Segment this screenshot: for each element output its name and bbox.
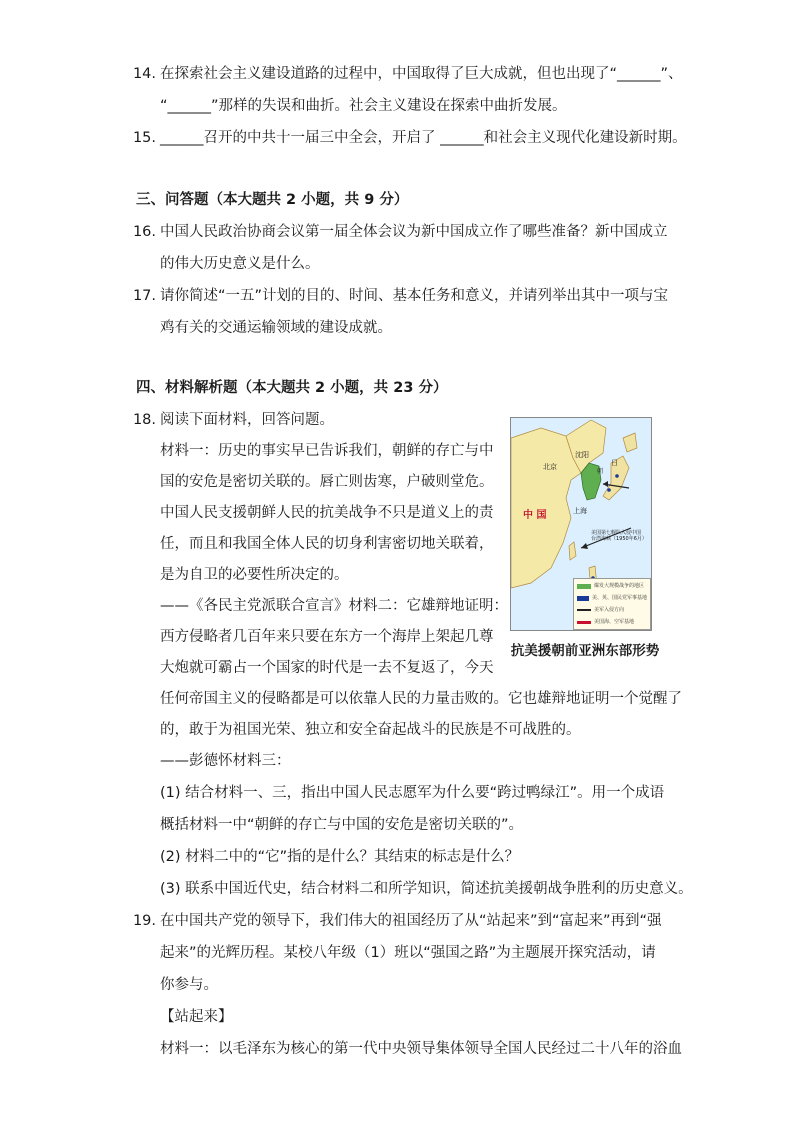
material-text: 是为自卫的必要性所决定的。 bbox=[160, 567, 349, 583]
legend-label: 美、英、国民党军事基地 bbox=[591, 595, 647, 601]
sub-question: (2) 材料二中的“它”指的是什么？其结束的标志是什么？ bbox=[160, 849, 520, 865]
question-number: 18. bbox=[132, 412, 156, 428]
map-label-japan: 日 bbox=[611, 459, 618, 467]
east-asia-map bbox=[510, 417, 652, 631]
question-number: 14. bbox=[132, 66, 156, 82]
question-number: 15. bbox=[132, 130, 156, 146]
question-text: 你参与。 bbox=[160, 977, 218, 993]
question-number: 16. bbox=[132, 224, 156, 240]
legend-label: 美军入侵方向 bbox=[594, 607, 625, 613]
material-text: 的，敢于为祖国光荣、独立和安全奋起战斗的民族是不可战胜的。 bbox=[160, 722, 581, 738]
legend-row bbox=[577, 605, 647, 615]
question-text: 在探索社会主义建设道路的过程中，中国取得了巨大成就，但也出现了“______”、 bbox=[160, 66, 683, 82]
sub-heading: 【站起来】 bbox=[160, 1009, 233, 1025]
material-text: 材料一：以毛泽东为核心的第一代中央领导集体领导全国人民经过二十八年的浴血 bbox=[160, 1041, 682, 1057]
question-text: 鸡有关的交通运输领域的建设成就。 bbox=[160, 320, 392, 336]
material-text: ——《各民主党派联合宣言》材料二：它雄辩地证明： bbox=[160, 598, 508, 614]
map-label-korea: 朝 bbox=[597, 468, 604, 475]
material-text: 材料一：历史的事实早已告诉我们，朝鲜的存亡与中 bbox=[160, 443, 494, 459]
legend-row bbox=[577, 617, 647, 627]
question-text: 在中国共产党的领导下，我们伟大的祖国经历了从“站起来”到“富起来”再到“强 bbox=[160, 913, 662, 929]
question-text: 中国人民政治协商会议第一届全体会议为新中国成立作了哪些准备？新中国成立 bbox=[160, 224, 668, 240]
material-text: 国的安危是密切关联的。唇亡则齿寒，户破则堂危。 bbox=[160, 474, 494, 490]
sub-question: (3) 联系中国近代史，结合材料二和所学知识，简述抗美援朝战争胜利的历史意义。 bbox=[160, 881, 693, 897]
question-number: 17. bbox=[132, 288, 156, 304]
sub-question: 概括材料一中“朝鲜的存亡与中国的安危是密切关联的”。 bbox=[160, 817, 524, 833]
map-label-beijing: 北京 bbox=[543, 463, 557, 471]
question-text: “______”那样的失误和曲折。社会主义建设在探索中曲折发展。 bbox=[160, 98, 567, 114]
question-text: 阅读下面材料，回答问题。 bbox=[160, 412, 334, 428]
material-text: 西方侵略者几百年来只要在东方一个海岸上架起几尊 bbox=[160, 629, 494, 645]
material-text: 中国人民支援朝鲜人民的抗美战争不只是道义上的责 bbox=[160, 505, 494, 521]
map-legend bbox=[573, 578, 651, 630]
legend-label: 美国海、空军基地 bbox=[594, 619, 635, 625]
material-text: ——彭德怀材料三： bbox=[160, 753, 291, 769]
question-text: 起来”的光辉历程。某校八年级（1）班以“强国之路”为主题展开探究活动，请 bbox=[160, 945, 656, 961]
question-text: ______召开的中共十一届三中全会，开启了 ______和社会主义现代化建设新时期。 bbox=[160, 130, 687, 146]
sub-question: (1) 结合材料一、三，指出中国人民志愿军为什么要“跨过鸭绿江”。用一个成语 bbox=[160, 785, 665, 801]
map-label-shenyang: 沈阳 bbox=[575, 451, 589, 459]
map-label-fleet: 美国第七舰队入侵中国台湾海峡（1950年6月） bbox=[591, 530, 647, 542]
map-label-china: 中 国 bbox=[523, 510, 547, 521]
question-number: 19. bbox=[132, 913, 156, 929]
material-text: 任何帝国主义的侵略都是可以依靠人民的力量击败的。它也雄辩地证明一个觉醒了 bbox=[160, 691, 682, 707]
material-text: 任，而且和我国全体人民的切身利害密切地关联着， bbox=[160, 536, 494, 552]
map-label-shanghai: 上海 bbox=[573, 507, 587, 515]
map-caption: 抗美援朝前亚洲东部形势 bbox=[510, 643, 660, 659]
section-heading: 三、问答题（本大题共 2 小题，共 9 分） bbox=[136, 192, 409, 208]
legend-label: 爆发大规模战争的地区 bbox=[594, 583, 645, 589]
material-text: 大炮就可霸占一个国家的时代是一去不复返了，今天 bbox=[160, 660, 494, 676]
legend-row bbox=[577, 593, 647, 603]
legend-row bbox=[577, 581, 647, 591]
question-text: 的伟大历史意义是什么。 bbox=[160, 256, 320, 272]
question-text: 请你简述“一五”计划的目的、时间、基本任务和意义，并请列举出其中一项与宝 bbox=[160, 288, 669, 304]
section-heading: 四、材料解析题（本大题共 2 小题，共 23 分） bbox=[136, 380, 448, 396]
